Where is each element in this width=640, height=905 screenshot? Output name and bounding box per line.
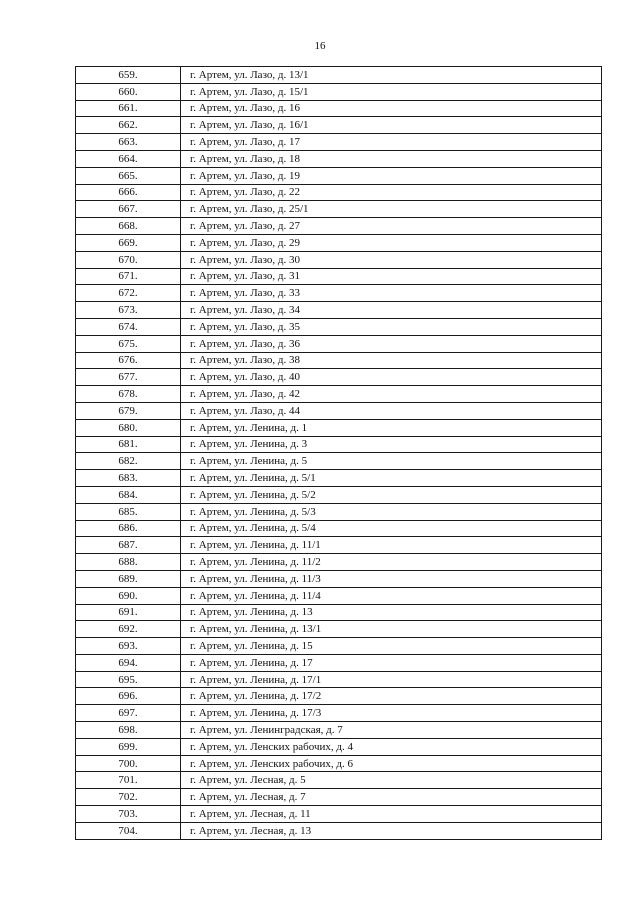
address-cell: г. Артем, ул. Ленина, д. 17 — [181, 654, 602, 671]
table-row — [76, 218, 602, 235]
address-cell: г. Артем, ул. Ленина, д. 5/2 — [181, 486, 602, 503]
table-row — [76, 117, 602, 134]
table-row — [76, 755, 602, 772]
address-cell: г. Артем, ул. Лазо, д. 42 — [181, 386, 602, 403]
row-number-cell: 692. — [76, 621, 181, 638]
row-number-cell: 698. — [76, 722, 181, 739]
table-row — [76, 285, 602, 302]
address-cell: г. Артем, ул. Ленина, д. 11/4 — [181, 587, 602, 604]
table-row — [76, 268, 602, 285]
table-row — [76, 738, 602, 755]
address-cell: г. Артем, ул. Ленских рабочих, д. 6 — [181, 755, 602, 772]
table-row — [76, 402, 602, 419]
address-cell: г. Артем, ул. Ленина, д. 13/1 — [181, 621, 602, 638]
table-row — [76, 537, 602, 554]
table-row — [76, 352, 602, 369]
address-cell: г. Артем, ул. Лазо, д. 40 — [181, 369, 602, 386]
row-number-cell: 661. — [76, 100, 181, 117]
address-cell: г. Артем, ул. Ленина, д. 11/1 — [181, 537, 602, 554]
table-row — [76, 621, 602, 638]
row-number-cell: 693. — [76, 638, 181, 655]
address-cell: г. Артем, ул. Ленина, д. 11/2 — [181, 554, 602, 571]
row-number-cell: 691. — [76, 604, 181, 621]
address-cell: г. Артем, ул. Лазо, д. 22 — [181, 184, 602, 201]
address-cell: г. Артем, ул. Лазо, д. 44 — [181, 402, 602, 419]
table-row — [76, 234, 602, 251]
row-number-cell: 696. — [76, 688, 181, 705]
table-row — [76, 638, 602, 655]
table-row — [76, 83, 602, 100]
address-cell: г. Артем, ул. Ленина, д. 5/1 — [181, 470, 602, 487]
row-number-cell: 681. — [76, 436, 181, 453]
row-number-cell: 675. — [76, 335, 181, 352]
table-row — [76, 251, 602, 268]
row-number-cell: 703. — [76, 806, 181, 823]
row-number-cell: 702. — [76, 789, 181, 806]
row-number-cell: 680. — [76, 419, 181, 436]
row-number-cell: 679. — [76, 402, 181, 419]
row-number-cell: 671. — [76, 268, 181, 285]
address-cell: г. Артем, ул. Лесная, д. 7 — [181, 789, 602, 806]
row-number-cell: 659. — [76, 67, 181, 84]
row-number-cell: 695. — [76, 671, 181, 688]
address-cell: г. Артем, ул. Ленина, д. 5 — [181, 453, 602, 470]
address-cell: г. Артем, ул. Ленинградская, д. 7 — [181, 722, 602, 739]
row-number-cell: 686. — [76, 520, 181, 537]
address-cell: г. Артем, ул. Ленина, д. 13 — [181, 604, 602, 621]
row-number-cell: 678. — [76, 386, 181, 403]
row-number-cell: 674. — [76, 318, 181, 335]
table-row — [76, 470, 602, 487]
row-number-cell: 701. — [76, 772, 181, 789]
table-row — [76, 554, 602, 571]
address-cell: г. Артем, ул. Лазо, д. 19 — [181, 167, 602, 184]
table-row — [76, 386, 602, 403]
row-number-cell: 684. — [76, 486, 181, 503]
row-number-cell: 670. — [76, 251, 181, 268]
address-cell: г. Артем, ул. Лазо, д. 38 — [181, 352, 602, 369]
table-row — [76, 772, 602, 789]
table-row — [76, 100, 602, 117]
table-row — [76, 520, 602, 537]
table-row — [76, 150, 602, 167]
address-cell: г. Артем, ул. Лазо, д. 16 — [181, 100, 602, 117]
row-number-cell: 688. — [76, 554, 181, 571]
address-cell: г. Артем, ул. Лазо, д. 35 — [181, 318, 602, 335]
row-number-cell: 687. — [76, 537, 181, 554]
address-cell: г. Артем, ул. Лазо, д. 13/1 — [181, 67, 602, 84]
address-cell: г. Артем, ул. Лазо, д. 25/1 — [181, 201, 602, 218]
table-row — [76, 822, 602, 839]
address-cell: г. Артем, ул. Лазо, д. 30 — [181, 251, 602, 268]
table-row — [76, 789, 602, 806]
table-row — [76, 134, 602, 151]
row-number-cell: 662. — [76, 117, 181, 134]
row-number-cell: 676. — [76, 352, 181, 369]
address-cell: г. Артем, ул. Ленина, д. 5/4 — [181, 520, 602, 537]
address-cell: г. Артем, ул. Лесная, д. 13 — [181, 822, 602, 839]
row-number-cell: 665. — [76, 167, 181, 184]
address-cell: г. Артем, ул. Лазо, д. 18 — [181, 150, 602, 167]
address-cell: г. Артем, ул. Ленина, д. 1 — [181, 419, 602, 436]
address-cell: г. Артем, ул. Ленина, д. 5/3 — [181, 503, 602, 520]
page-number: 16 — [314, 40, 326, 52]
table-row — [76, 436, 602, 453]
address-cell: г. Артем, ул. Лазо, д. 36 — [181, 335, 602, 352]
table-row — [76, 419, 602, 436]
row-number-cell: 683. — [76, 470, 181, 487]
table-row — [76, 671, 602, 688]
table-row — [76, 688, 602, 705]
row-number-cell: 672. — [76, 285, 181, 302]
address-cell: г. Артем, ул. Ленина, д. 17/2 — [181, 688, 602, 705]
row-number-cell: 685. — [76, 503, 181, 520]
table-row — [76, 184, 602, 201]
address-cell: г. Артем, ул. Ленина, д. 15 — [181, 638, 602, 655]
table-row — [76, 67, 602, 84]
row-number-cell: 669. — [76, 234, 181, 251]
table-row — [76, 604, 602, 621]
row-number-cell: 690. — [76, 587, 181, 604]
table-row — [76, 167, 602, 184]
address-cell: г. Артем, ул. Ленских рабочих, д. 4 — [181, 738, 602, 755]
table-row — [76, 705, 602, 722]
row-number-cell: 704. — [76, 822, 181, 839]
row-number-cell: 673. — [76, 302, 181, 319]
address-cell: г. Артем, ул. Ленина, д. 17/3 — [181, 705, 602, 722]
address-cell: г. Артем, ул. Лесная, д. 5 — [181, 772, 602, 789]
row-number-cell: 677. — [76, 369, 181, 386]
address-cell: г. Артем, ул. Ленина, д. 3 — [181, 436, 602, 453]
table-row — [76, 318, 602, 335]
table-row — [76, 335, 602, 352]
table-row — [76, 722, 602, 739]
table-row — [76, 587, 602, 604]
row-number-cell: 664. — [76, 150, 181, 167]
address-cell: г. Артем, ул. Лазо, д. 33 — [181, 285, 602, 302]
address-cell: г. Артем, ул. Ленина, д. 11/3 — [181, 570, 602, 587]
table-row — [76, 806, 602, 823]
address-table — [75, 66, 602, 840]
address-cell: г. Артем, ул. Лазо, д. 17 — [181, 134, 602, 151]
row-number-cell: 699. — [76, 738, 181, 755]
row-number-cell: 666. — [76, 184, 181, 201]
address-cell: г. Артем, ул. Ленина, д. 17/1 — [181, 671, 602, 688]
table-row — [76, 201, 602, 218]
row-number-cell: 668. — [76, 218, 181, 235]
table-row — [76, 453, 602, 470]
address-cell: г. Артем, ул. Лазо, д. 16/1 — [181, 117, 602, 134]
address-cell: г. Артем, ул. Лазо, д. 27 — [181, 218, 602, 235]
table-row — [76, 654, 602, 671]
address-cell: г. Артем, ул. Лазо, д. 15/1 — [181, 83, 602, 100]
table-row — [76, 503, 602, 520]
address-cell: г. Артем, ул. Лазо, д. 31 — [181, 268, 602, 285]
address-table-body — [76, 67, 602, 840]
row-number-cell: 694. — [76, 654, 181, 671]
row-number-cell: 663. — [76, 134, 181, 151]
row-number-cell: 700. — [76, 755, 181, 772]
table-row — [76, 570, 602, 587]
address-cell: г. Артем, ул. Лазо, д. 34 — [181, 302, 602, 319]
table-row — [76, 369, 602, 386]
address-cell: г. Артем, ул. Лазо, д. 29 — [181, 234, 602, 251]
row-number-cell: 697. — [76, 705, 181, 722]
table-row — [76, 302, 602, 319]
table-row — [76, 486, 602, 503]
row-number-cell: 689. — [76, 570, 181, 587]
address-cell: г. Артем, ул. Лесная, д. 11 — [181, 806, 602, 823]
row-number-cell: 682. — [76, 453, 181, 470]
row-number-cell: 660. — [76, 83, 181, 100]
row-number-cell: 667. — [76, 201, 181, 218]
